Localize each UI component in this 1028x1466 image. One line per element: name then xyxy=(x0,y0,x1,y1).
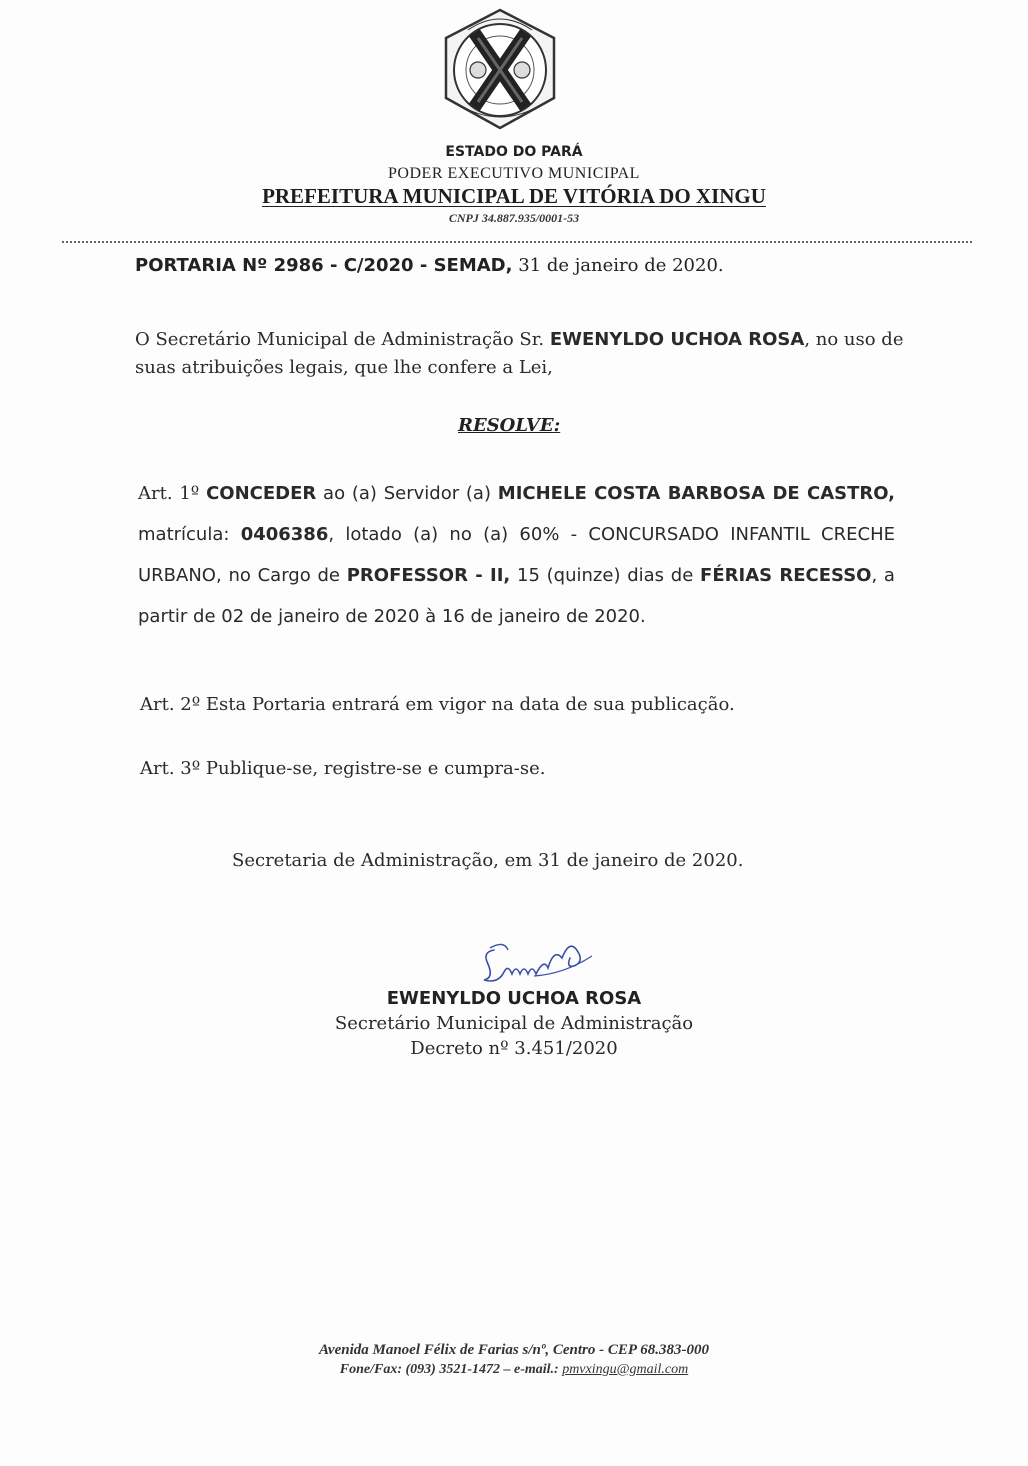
title-date: 31 de janeiro de 2020. xyxy=(518,255,724,276)
signatory-decree: Decreto nº 3.451/2020 xyxy=(410,1038,618,1059)
footer-contact xyxy=(0,1362,1028,1378)
art1-text-c: , lotado (a) no (a) 60% - CONCURSADO INFANTIL CRECHE URBANO, no Cargo de xyxy=(138,524,895,586)
art1-registration: 0406386 xyxy=(240,524,329,545)
municipal-crest-icon xyxy=(438,8,562,130)
art1-leave-type: FÉRIAS RECESSO xyxy=(700,565,872,586)
art1-text-d: 15 (quinze) dias de xyxy=(517,565,694,586)
resolve-colon: : xyxy=(553,415,561,436)
header-prefecture-text: PREFEITURA MUNICIPAL DE VITÓRIA DO XINGU xyxy=(262,184,766,208)
header-divider xyxy=(62,241,972,243)
header-prefecture xyxy=(0,184,1028,209)
footer-address: Avenida Manoel Félix de Farias s/nº, Centro - CEP 68.383-000 xyxy=(319,1342,709,1358)
header-cnpj: CNPJ 34.887.935/0001-53 xyxy=(448,211,580,225)
handwritten-signature-icon xyxy=(474,928,604,988)
article-1 xyxy=(138,473,895,637)
signatory-name: EWENYLDO UCHOA ROSA xyxy=(386,988,642,1009)
closing-line: Secretaria de Administração, em 31 de janeiro de 2020. xyxy=(232,850,744,871)
signatory-role: Secretário Municipal de Administração xyxy=(334,1013,694,1034)
art1-employee: MICHELE COSTA BARBOSA DE CASTRO, xyxy=(497,483,895,504)
header-executive-power: PODER EXECUTIVO MUNICIPAL xyxy=(388,165,640,182)
art1-text-b: matrícula: xyxy=(138,524,230,545)
intro-prefix: O Secretário Municipal de Administração Sr. xyxy=(135,329,545,350)
art1-prefix: Art. 1º xyxy=(138,483,200,504)
document-title xyxy=(135,255,724,276)
resolve-heading xyxy=(458,415,560,436)
title-number: PORTARIA Nº 2986 - C/2020 - SEMAD, xyxy=(135,255,513,276)
art1-position: PROFESSOR - II, xyxy=(346,565,511,586)
art1-text-e: , a partir de 02 de janeiro de 2020 à 16 de janeiro de 2020. xyxy=(138,565,895,627)
article-2: Art. 2º Esta Portaria entrará em vigor na data de sua publicação. xyxy=(140,694,735,715)
art1-action: CONCEDER xyxy=(206,483,317,504)
intro-suffix: , no uso de suas atribuições legais, que lhe confere a Lei, xyxy=(135,329,904,378)
article-3: Art. 3º Publique-se, registre-se e cumpra-se. xyxy=(140,758,546,779)
art1-text-a: ao (a) Servidor (a) xyxy=(323,483,491,504)
footer-email-link[interactable]: pmvxingu@gmail.com xyxy=(562,1362,689,1377)
intro-secretary-name: EWENYLDO UCHOA ROSA xyxy=(549,329,805,350)
footer-phone: Fone/Fax: (093) 3521-1472 – e-mail.: xyxy=(339,1362,559,1377)
header-state: ESTADO DO PARÁ xyxy=(445,144,583,160)
intro-paragraph xyxy=(135,326,925,382)
resolve-label: RESOLVE xyxy=(458,415,554,436)
